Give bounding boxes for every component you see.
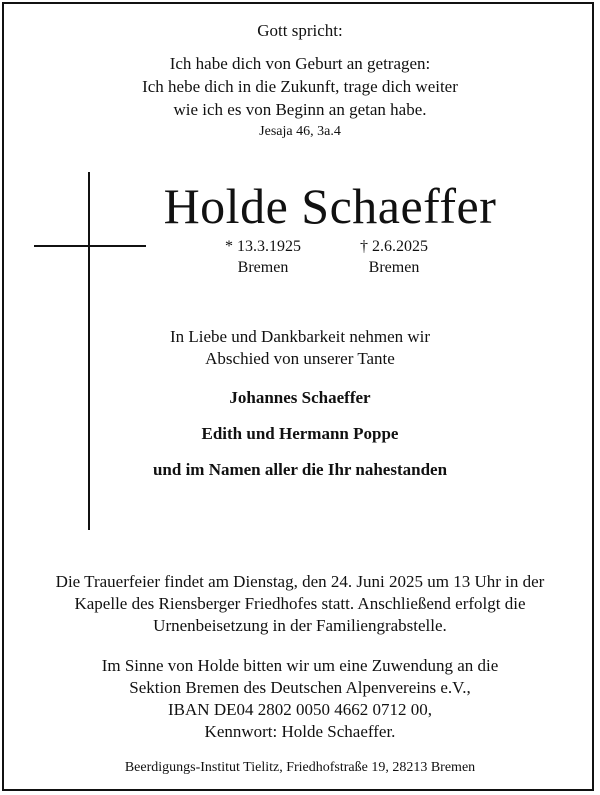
verse-intro: Gott spricht: xyxy=(257,21,343,40)
donation-line-4: Kennwort: Holde Schaeffer. xyxy=(204,722,396,741)
ceremony-line-2: Kapelle des Riensberger Friedhofes statt. Anschließend erfolgt die xyxy=(74,594,526,613)
mourner-3: und im Namen aller die Ihr nahestanden xyxy=(152,460,448,479)
verse-line-1: Ich habe dich von Geburt an getragen: xyxy=(169,54,431,73)
mourner-1: Johannes Schaeffer xyxy=(229,388,371,407)
mourner-2: Edith und Hermann Poppe xyxy=(201,424,399,443)
verse-line-3: wie ich es von Beginn an getan habe. xyxy=(173,100,427,119)
donation-line-2: Sektion Bremen des Deutschen Alpenvereins e.V., xyxy=(129,678,471,697)
birth-block xyxy=(193,236,333,278)
death-place: Bremen xyxy=(368,259,420,276)
birth-date: * 13.3.1925 xyxy=(225,238,301,255)
cross-icon-horizontal xyxy=(34,245,146,247)
death-date: † 2.6.2025 xyxy=(360,238,428,255)
farewell-line-1: In Liebe und Dankbarkeit nehmen wir xyxy=(169,327,431,346)
death-block xyxy=(324,236,464,278)
ceremony-line-1: Die Trauerfeier findet am Dienstag, den 24. Juni 2025 um 13 Uhr in der xyxy=(55,572,545,591)
undertaker-info: Beerdigungs-Institut Tielitz, Friedhofstraße 19, 28213 Bremen xyxy=(124,760,476,775)
donation-line-3: IBAN DE04 2802 0050 4662 0712 00, xyxy=(168,700,432,719)
verse-line-2: Ich hebe dich in die Zukunft, trage dich weiter xyxy=(142,77,458,96)
birth-place: Bremen xyxy=(237,259,289,276)
donation-line-1: Im Sinne von Holde bitten wir um eine Zuwendung an die xyxy=(101,656,499,675)
farewell-line-2: Abschied von unserer Tante xyxy=(205,349,395,368)
ceremony-line-3: Urnenbeisetzung in der Familiengrabstelle. xyxy=(153,616,447,635)
deceased-name: Holde Schaeffer xyxy=(163,178,497,234)
verse-reference: Jesaja 46, 3a.4 xyxy=(259,124,341,139)
